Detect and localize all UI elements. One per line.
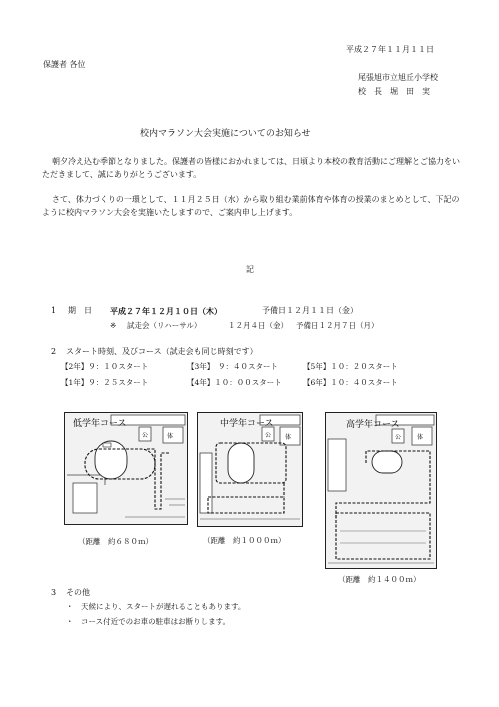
course-map-middle: [197, 412, 303, 527]
start-times-row-1: [61, 362, 398, 372]
course-map-middle-title: 中学年コース: [220, 419, 274, 429]
course-upper-caption: （距離 約１４００ｍ）: [338, 575, 421, 584]
paragraph-greeting: 朝夕冷え込む季節となりました。保護者の皆様におかれましては、日頃より本校の教育活動にご理解とご協力をいただきまして、誠にありがとうございます。: [42, 157, 460, 179]
toilet-label-upper: 公: [395, 434, 402, 441]
gym-label-middle: 体: [285, 434, 292, 441]
course-map-upper: [325, 412, 437, 569]
start-times-row-2: [61, 378, 398, 388]
toilet-label-middle: 公: [265, 432, 272, 439]
course-map-upper-title: 高学年コース: [346, 420, 400, 430]
event-date: 平成２７年１２月１０日（木）: [110, 306, 222, 316]
course-lower-caption: （距離 約６８０ｍ）: [78, 537, 153, 546]
course-middle-caption: （距離 約１０００ｍ）: [203, 536, 286, 545]
start-time-grade1: 【1年】９：２５スタート: [61, 378, 149, 387]
paragraph-announcement: さて、体力づくりの一環として、１１月２５日（水）から取り組む業前体育や体育の授業のまとめとして、下記のように校内マラソン大会を実施いたしますので、ご案内申し上げます。: [42, 195, 460, 217]
note-parking: ・ コース付近でのお車の駐車はお断りします。: [66, 617, 231, 626]
school-name: 尾張旭市立旭丘小学校: [358, 73, 438, 82]
course-map-lower: [64, 412, 188, 525]
rehearsal-mark: ※: [110, 321, 117, 330]
gym-label-lower: 体: [167, 433, 174, 440]
rehearsal-label: 試走会（リハーサル）: [127, 321, 202, 330]
event-reserve-date: 予備日１２月１１日（金）: [262, 306, 358, 315]
start-time-grade3: 【3年】 ９：４０スタート: [187, 362, 279, 371]
document-date: 平成２７年１１月１１日: [346, 45, 434, 54]
start-time-grade4: 【4年】１０：００スタート: [187, 378, 282, 387]
course-map-middle-drawing: [198, 413, 302, 526]
rehearsal-reserve-date: 予備日１２月７日（月）: [296, 321, 379, 330]
course-map-upper-drawing: [326, 413, 436, 568]
principal-name: 校 長 堀 田 実: [358, 87, 430, 96]
start-time-grade2: 【2年】９：１０スタート: [61, 362, 149, 371]
notice-title: 校内マラソン大会実施についてのお知らせ: [140, 129, 311, 139]
gym-label-upper: 体: [417, 434, 424, 441]
note-weather: ・ 天候により、スタートが遅れることもあります。: [66, 602, 246, 611]
item3-heading: その他: [66, 588, 90, 597]
item2-heading: スタート時刻、及びコース（試走会も同じ時刻です）: [66, 347, 258, 356]
rehearsal-date: １２月４日（金）: [228, 321, 288, 330]
ki-marker: 記: [246, 265, 254, 274]
toilet-label-lower: 公: [142, 432, 149, 439]
recipient: 保護者 各位: [43, 60, 86, 69]
course-map-lower-drawing: [65, 413, 187, 524]
item2-number: 2: [51, 347, 57, 356]
item1-label: 期 日: [68, 306, 92, 315]
course-map-lower-title: 低学年コース: [73, 419, 127, 429]
start-time-grade6: 【6年】１０：４０スタート: [303, 378, 398, 387]
item1-number: 1: [51, 306, 57, 315]
item3-number: 3: [51, 588, 57, 597]
start-time-grade5: 【5年】１０：２０スタート: [303, 362, 398, 371]
